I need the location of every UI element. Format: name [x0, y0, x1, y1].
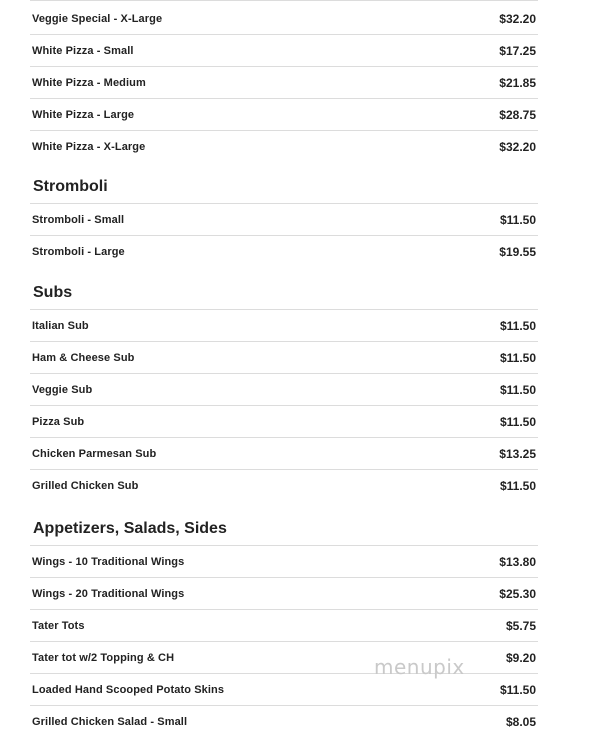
- section-title: Subs: [33, 284, 73, 301]
- section-title: Appetizers, Salads, Sides: [33, 520, 227, 537]
- menu-item-name: Italian Sub: [32, 319, 89, 332]
- menu-item[interactable]: [30, 374, 538, 406]
- menu-item-name: Grilled Chicken Sub: [32, 480, 139, 492]
- menu-item-name: White Pizza - X-Large: [32, 141, 146, 153]
- menu-item[interactable]: [30, 35, 538, 67]
- menu-item[interactable]: [30, 706, 538, 738]
- menu-item-price: $11.50: [499, 382, 536, 397]
- section-title: Stromboli: [33, 178, 108, 195]
- menu-item[interactable]: [30, 470, 538, 502]
- menu-item[interactable]: [30, 310, 538, 342]
- menu-item-name: Chicken Parmesan Sub: [32, 447, 157, 460]
- menu-item[interactable]: [30, 131, 538, 163]
- menu-item-price: $13.80: [499, 554, 536, 569]
- menu-item-price: $11.50: [499, 414, 536, 429]
- menu-item[interactable]: [30, 406, 538, 438]
- menu-item-price: $9.20: [505, 650, 536, 665]
- menu-item-price: $8.05: [505, 715, 536, 729]
- menu-item-price: $11.50: [499, 318, 536, 333]
- menu-item-name: Stromboli - Small: [32, 213, 125, 226]
- menu-item-price: $17.25: [499, 43, 536, 58]
- menu-item-name: Ham & Cheese Sub: [32, 351, 135, 364]
- menu-item[interactable]: [30, 438, 538, 470]
- menu-item[interactable]: [30, 3, 538, 35]
- menu-item[interactable]: [30, 610, 538, 642]
- menu-item-price: $11.50: [499, 212, 536, 227]
- menu-item-price: $32.20: [499, 11, 536, 26]
- menu-item-name: Wings - 20 Traditional Wings: [32, 587, 185, 600]
- menu-item-name: White Pizza - Small: [32, 44, 134, 57]
- menu-item-price: $5.75: [505, 618, 536, 633]
- section-header-stromboli: [30, 163, 538, 204]
- menu-item-price: $13.25: [499, 446, 536, 461]
- menu-item[interactable]: [30, 342, 538, 374]
- menu-item[interactable]: [30, 578, 538, 610]
- menu-item-name: Tater tot w/2 Topping & CH: [32, 651, 175, 664]
- menu-item-price: $11.50: [499, 479, 536, 493]
- menu-item-name: Stromboli - Large: [32, 246, 125, 258]
- menu-item-price: $28.75: [499, 107, 536, 122]
- menu-item-price: $19.55: [499, 245, 536, 259]
- menu-item-name: Loaded Hand Scooped Potato Skins: [32, 683, 225, 696]
- menu-item[interactable]: [30, 546, 538, 578]
- menu-item-name: Veggie Sub: [32, 383, 93, 396]
- section-header-appetizers: [30, 502, 538, 546]
- menu-item[interactable]: [30, 236, 538, 268]
- menu-item-name: Pizza Sub: [32, 415, 85, 428]
- menupix-watermark: menupix: [374, 655, 465, 679]
- section-header-subs: [30, 268, 538, 310]
- menu-item[interactable]: [30, 67, 538, 99]
- menu-item-price: $11.50: [499, 682, 536, 697]
- menu-item-name: White Pizza - Large: [32, 108, 135, 121]
- menu-item-name: White Pizza - Medium: [32, 76, 146, 89]
- menu-item-name: Veggie Special - X-Large: [32, 12, 163, 25]
- menu-item[interactable]: [30, 99, 538, 131]
- menu-item[interactable]: [30, 204, 538, 236]
- menu-item-price: $21.85: [499, 75, 536, 90]
- menu-item-name: Wings - 10 Traditional Wings: [32, 555, 185, 568]
- menu-item-name: Tater Tots: [32, 619, 85, 632]
- menu-list: [30, 0, 538, 738]
- menu-item-price: $25.30: [499, 586, 536, 601]
- menu-item-price: $32.20: [499, 140, 536, 154]
- menu-item-name: Grilled Chicken Salad - Small: [32, 716, 188, 728]
- menu-item-price: $11.50: [499, 350, 536, 365]
